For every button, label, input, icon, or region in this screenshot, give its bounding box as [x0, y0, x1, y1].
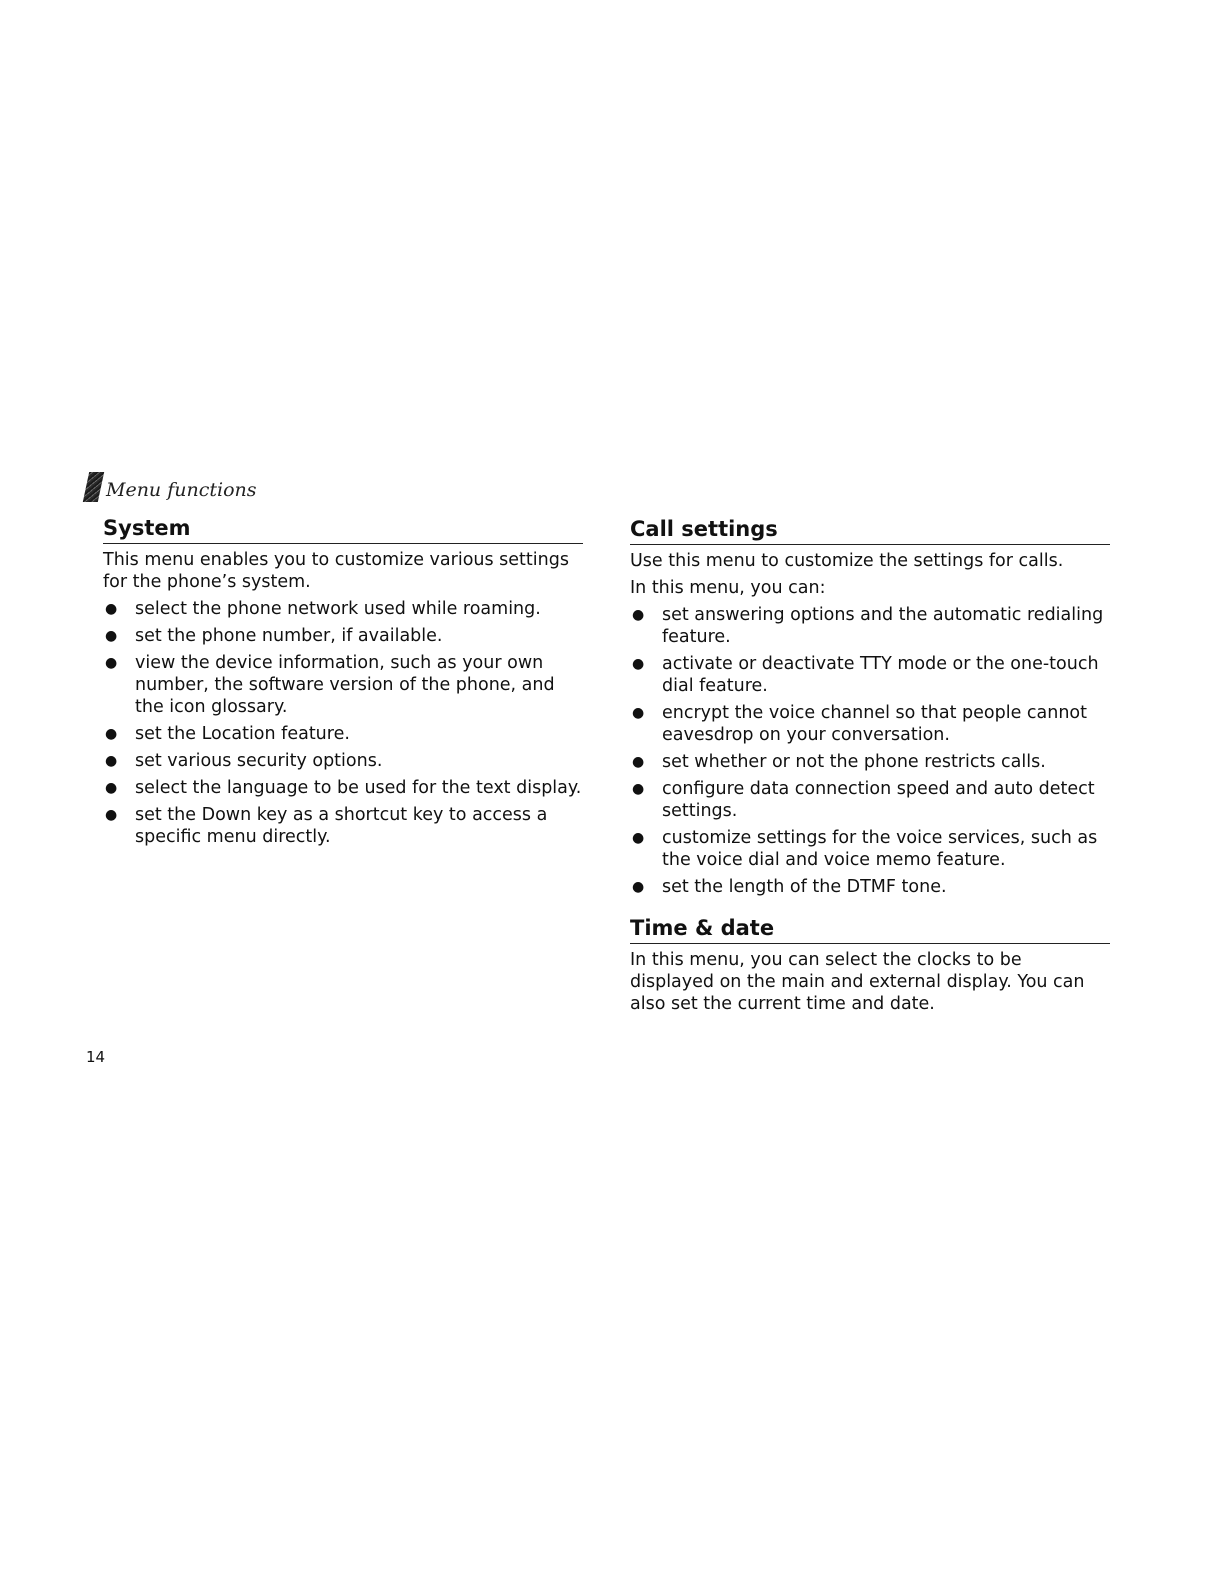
list-item: ● set the Down key as a shortcut key to access a specific menu directly. [105, 805, 548, 847]
time-date-text: In this menu, you can select the clocks to be displayed on the main and external display. You can also set the current time and date. [630, 950, 1085, 1014]
list-item: ● set whether or not the phone restricts calls. [632, 752, 1046, 772]
list-item: ● set answering options and the automatic redialing feature. [632, 605, 1104, 647]
header-bar-icon [83, 472, 104, 502]
running-header [86, 468, 257, 502]
bullet-icon: ● [105, 726, 118, 742]
bullet-icon: ● [105, 655, 118, 671]
list-item: ● encrypt the voice channel so that people cannot eavesdrop on your conversation. [632, 703, 1087, 745]
bullet-icon: ● [632, 781, 645, 797]
list-item: ● set the Location feature. [105, 724, 350, 744]
list-item: ● customize settings for the voice services, such as the voice dial and voice memo feature. [632, 828, 1098, 870]
right-column [630, 516, 1110, 1020]
section-title-system: System [103, 515, 583, 544]
section-title-time-date: Time & date [630, 915, 1110, 944]
call-settings-lead: In this menu, you can: [630, 578, 826, 598]
bullet-icon: ● [632, 830, 645, 846]
call-settings-bullet-list [630, 604, 1110, 898]
list-item: ● activate or deactivate TTY mode or the one-touch dial feature. [632, 654, 1099, 696]
bullet-icon: ● [632, 754, 645, 770]
bullet-icon: ● [632, 879, 645, 895]
bullet-icon: ● [105, 753, 118, 769]
call-settings-intro: Use this menu to customize the settings for calls. [630, 551, 1064, 571]
list-item: ● set various security options. [105, 751, 383, 771]
list-item: ● select the language to be used for the text display. [105, 778, 582, 798]
list-item: ● set the length of the DTMF tone. [632, 877, 947, 897]
page-number: 14 [86, 1048, 106, 1066]
running-title: Menu functions [106, 479, 257, 501]
bullet-icon: ● [105, 807, 118, 823]
bullet-icon: ● [632, 705, 645, 721]
section-title-call-settings: Call settings [630, 516, 1110, 545]
bullet-icon: ● [632, 656, 645, 672]
bullet-icon: ● [105, 780, 118, 796]
bullet-icon: ● [105, 601, 118, 617]
list-item: ● select the phone network used while roaming. [105, 599, 541, 619]
bullet-icon: ● [105, 628, 118, 644]
left-column [103, 515, 583, 853]
section-spacer [630, 903, 1110, 915]
list-item: ● configure data connection speed and auto detect settings. [632, 779, 1095, 821]
bullet-icon: ● [632, 607, 645, 623]
list-item: ● view the device information, such as your own number, the software version of the phone, and the icon glossary. [105, 653, 555, 717]
list-item: ● set the phone number, if available. [105, 626, 443, 646]
system-intro: This menu enables you to customize various settings for the phone’s system. [103, 550, 569, 592]
system-bullet-list [103, 598, 583, 848]
